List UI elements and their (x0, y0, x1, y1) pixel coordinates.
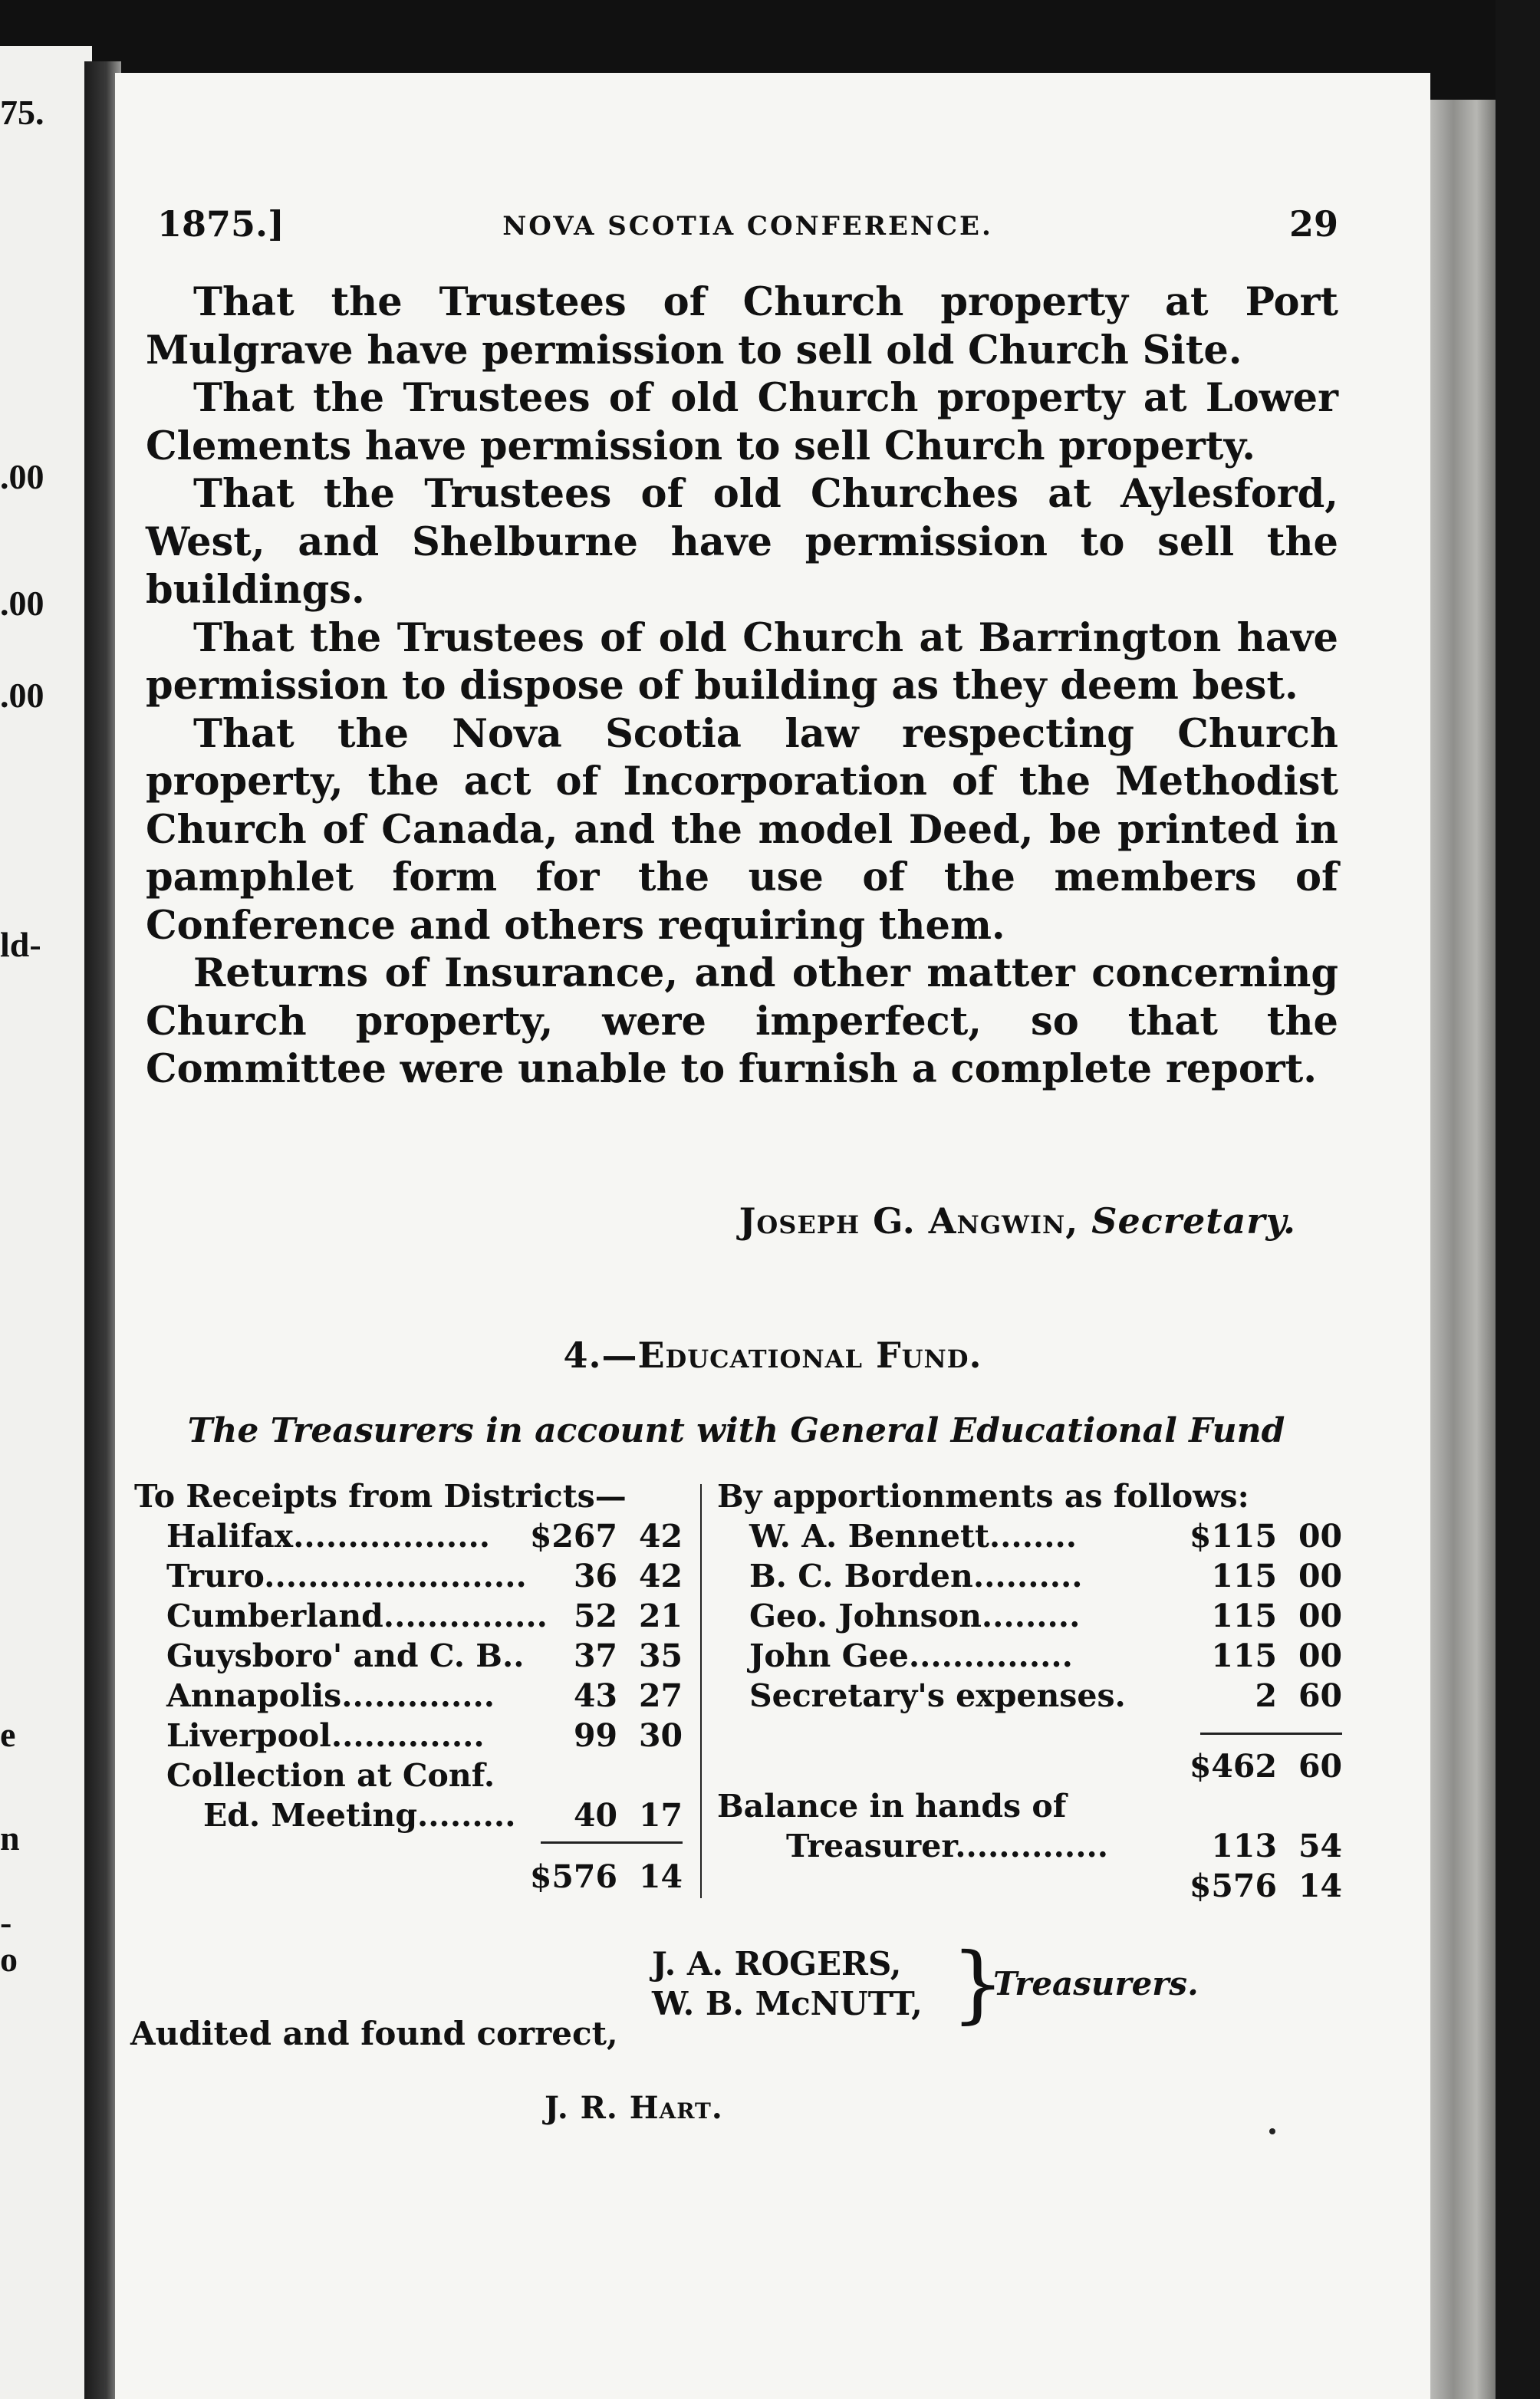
paragraph: That the Trustees of Church property at Port Mulgrave have permission to sell old Church Site. (146, 279, 1338, 374)
account-subheading: The Treasurers in account with General Educational Fund (187, 1411, 1285, 1450)
facing-page-text: .00 (0, 676, 44, 715)
amount-cents: 30 (638, 1717, 683, 1754)
treasurers-role: Treasurers. (993, 1965, 1199, 2002)
district-name: Cumberland............... (166, 1598, 548, 1634)
table-row (717, 1516, 1342, 1556)
scan-background-edge (1496, 0, 1540, 2399)
district-name: Truro........................ (166, 1558, 527, 1594)
table-row (717, 1866, 1342, 1906)
amount-cents: 00 (1298, 1598, 1342, 1634)
amount-cents: 42 (638, 1518, 683, 1555)
auditor-name: J. R. Hart. (545, 2090, 723, 2126)
brace-icon: } (951, 1934, 1005, 2032)
receipts-heading-row (134, 1476, 683, 1516)
table-row (134, 1756, 683, 1795)
paragraph: That the Nova Scotia law respecting Church property, the act of Incorporation of the Methodist Church of Canada, and the model Deed, be printed in pamphlet form for the use of the members of Conference and others requiring them. (146, 710, 1338, 949)
table-row (134, 1556, 683, 1596)
table-row (717, 1786, 1342, 1826)
treasurer-name: J. A. ROGERS, (652, 1945, 902, 1983)
amount-dollars: 43 (573, 1677, 617, 1714)
facing-page-text: 75. (0, 93, 44, 132)
facing-page-text: .00 (0, 457, 44, 496)
table-row (134, 1857, 683, 1897)
amount-cents: 54 (1298, 1828, 1342, 1864)
amount-dollars: 2 (1255, 1677, 1277, 1714)
treasurer-name: W. B. McNUTT, (652, 1985, 923, 2022)
table-row (717, 1676, 1342, 1716)
subtotal-rule-row (717, 1716, 1342, 1746)
apportion-heading: By apportionments as follows: (717, 1478, 1249, 1515)
apportion-heading-row (717, 1476, 1342, 1516)
table-row (717, 1636, 1342, 1676)
amount-dollars: 115 (1211, 1637, 1277, 1674)
amount-cents: 35 (638, 1637, 683, 1674)
signature-name: Joseph G. Angwin, (739, 1200, 1079, 1242)
apportion-subtotal-cents: 60 (1298, 1748, 1342, 1785)
amount-dollars: 37 (573, 1637, 617, 1674)
amount-dollars: 113 (1211, 1828, 1277, 1864)
amount-dollars: $115 (1189, 1518, 1277, 1555)
amount-cents: 00 (1298, 1518, 1342, 1555)
apportion-total-dollars: $576 (1189, 1868, 1277, 1904)
subtotal-rule (1200, 1733, 1342, 1735)
receipts-heading: To Receipts from Districts— (134, 1478, 627, 1515)
table-row (134, 1795, 683, 1835)
amount-dollars: 40 (573, 1797, 617, 1834)
amount-cents: 17 (638, 1797, 683, 1834)
amount-dollars: 115 (1211, 1558, 1277, 1594)
amount-cents: 42 (638, 1558, 683, 1594)
amount-dollars: $267 (529, 1518, 617, 1555)
amount-cents: 60 (1298, 1677, 1342, 1714)
page-number: 29 (1288, 203, 1338, 245)
running-head (157, 203, 1338, 257)
facing-page-text: e (0, 1715, 16, 1754)
facing-page-fragment (0, 46, 92, 2399)
page-edge-stack (1423, 100, 1499, 2399)
district-name: Liverpool.............. (166, 1717, 485, 1754)
table-row (134, 1596, 683, 1636)
payee-name: W. A. Bennett........ (749, 1518, 1078, 1555)
facing-page-text: - (0, 1903, 12, 1942)
book-page (115, 73, 1430, 2399)
running-head-title: NOVA SCOTIA CONFERENCE. (502, 211, 993, 242)
facing-page-text: n (0, 1818, 20, 1858)
amount-cents: 21 (638, 1598, 683, 1634)
facing-page-text: .00 (0, 584, 44, 623)
payee-name: Secretary's expenses. (749, 1677, 1126, 1714)
running-head-year: 1875.] (157, 203, 285, 245)
facing-page-text: o (0, 1940, 18, 1979)
paragraph: Returns of Insurance, and other matter concerning Church property, were imperfect, so that the Committee were unable to furnish a complete report. (146, 950, 1338, 1092)
table-row (717, 1556, 1342, 1596)
amount-cents: 00 (1298, 1637, 1342, 1674)
receipts-total-dollars: $576 (529, 1858, 617, 1895)
receipts-column (134, 1476, 683, 1897)
paragraph: That the Trustees of old Churches at Aylesford, West, and Shelburne have permission to sell the buildings. (146, 471, 1338, 613)
paragraph: That the Trustees of old Church at Barrington have permission to dispose of building as they deem best. (146, 614, 1338, 709)
apportionments-column (717, 1476, 1342, 1906)
column-divider (700, 1484, 702, 1898)
paragraph: That the Trustees of old Church property at Lower Clements have permission to sell Church property. (146, 375, 1338, 469)
payee-name: Geo. Johnson......... (749, 1598, 1081, 1634)
table-row (134, 1716, 683, 1756)
balance-label-continued: Treasurer.............. (786, 1828, 1109, 1864)
balance-label: Balance in hands of (717, 1788, 1067, 1825)
secretary-signature (146, 1200, 1296, 1242)
collection-label-continued: Ed. Meeting......... (203, 1797, 516, 1834)
total-rule (541, 1841, 683, 1844)
table-row (134, 1676, 683, 1716)
table-row (717, 1826, 1342, 1866)
table-row (717, 1746, 1342, 1786)
district-name: Guysboro' and C. B.. (166, 1637, 525, 1674)
amount-dollars: 52 (573, 1598, 617, 1634)
payee-name: John Gee............... (749, 1637, 1073, 1674)
table-row (134, 1516, 683, 1556)
table-row (717, 1596, 1342, 1636)
collection-label: Collection at Conf. (166, 1757, 495, 1794)
amount-dollars: 99 (573, 1717, 617, 1754)
audit-statement: Audited and found correct, (130, 2015, 618, 2052)
total-rule-row (134, 1835, 683, 1851)
payee-name: B. C. Borden.......... (749, 1558, 1083, 1594)
signature-role: Secretary. (1091, 1200, 1296, 1242)
table-row (134, 1636, 683, 1676)
receipts-total-cents: 14 (638, 1858, 683, 1895)
apportion-total-cents: 14 (1298, 1868, 1342, 1904)
resolutions-text (146, 278, 1338, 1094)
facing-page-text: ld- (0, 925, 41, 964)
amount-cents: 00 (1298, 1558, 1342, 1594)
apportion-subtotal-dollars: $462 (1189, 1748, 1277, 1785)
amount-cents: 27 (638, 1677, 683, 1714)
ink-speck (1269, 2128, 1275, 2134)
district-name: Annapolis.............. (166, 1677, 495, 1714)
section-heading: 4.—Educational Fund. (563, 1334, 982, 1376)
amount-dollars: 36 (573, 1558, 617, 1594)
district-name: Halifax.................. (166, 1518, 491, 1555)
amount-dollars: 115 (1211, 1598, 1277, 1634)
